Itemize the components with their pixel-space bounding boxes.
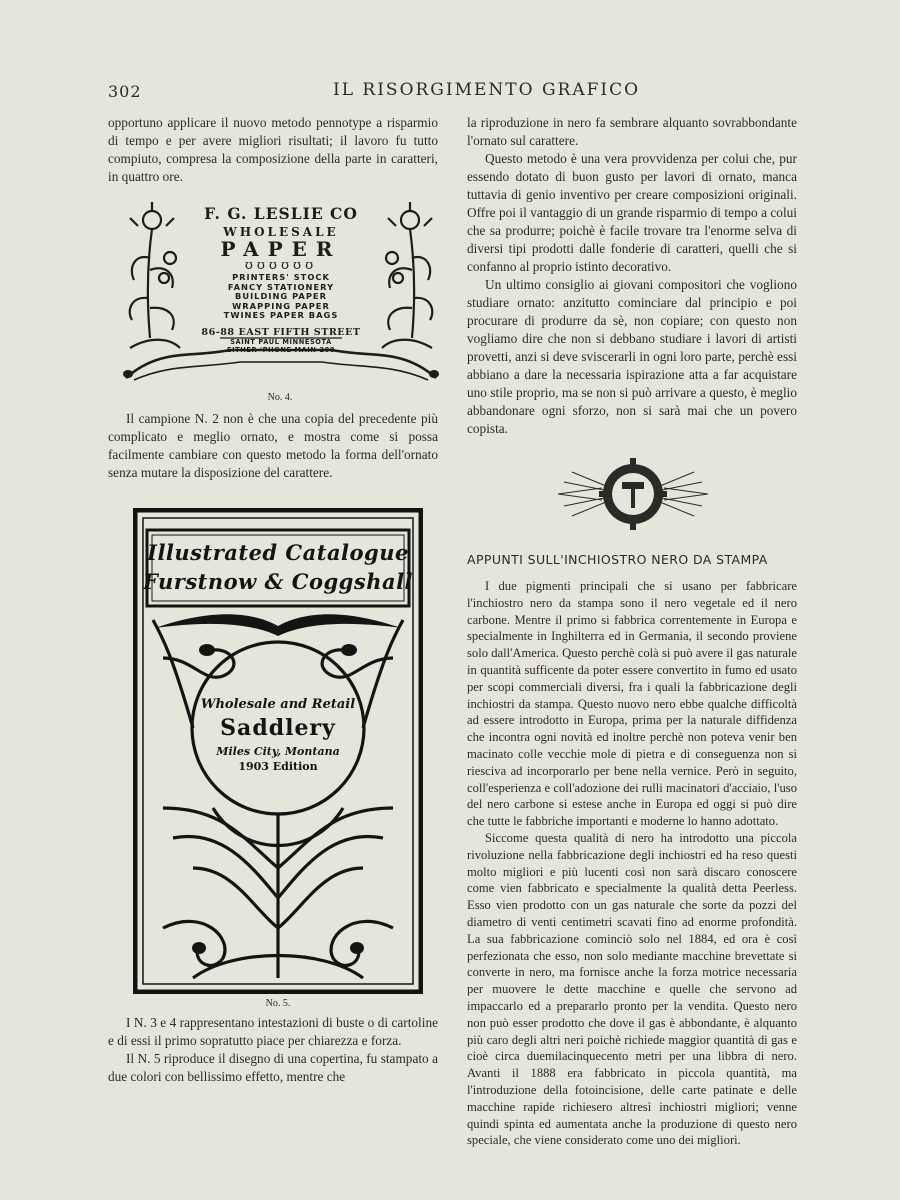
section-paragraph-1: I due pigmenti principali che si usano per fabbricare l'inchiostro nero da stampa sono il nero vegetale ed il nero carbone. Mentre il primo si fabbrica correntemente in Europa e specialmente in Inghilterra ed in Germania, il secondo proviene solo dall'America. Questo perchè colà si può avere il gas naturale in quantità sufficente da poter essere convertito in fumo ed usato per scopi commerciali diversi, fra i quali la fabbricazione degli inchiostri da stampa. Questo nuovo nero ebbe qualche difficoltà ad essere introdotto in Europa, prima per la naturale diffidenza che incontra ogni novità ed inoltre perchè non poteva venir ben macinato colle vecchie mole di pietra e di conseguenza non si riesciva ad incorporarlo per bene nella vernice. Però in seguito, coll'esperienza e coll'adozione dei rulli macinatori d'acciaio, l'uso del nero carbone si estese anche in Europa ed oggi si può dire che tutte le fabbriche importanti e moderne lo hanno adottato.	[467, 579, 797, 829]
letterhead-text	[182, 198, 380, 354]
figure-4-letterhead	[120, 198, 442, 384]
wholesale-label: WHOLESALE	[223, 225, 339, 239]
right-column-top	[467, 114, 797, 438]
product-item: BUILDING PAPER	[235, 291, 327, 301]
running-title: IL RISORGIMENTO GRAFICO	[333, 80, 641, 100]
product-list	[182, 273, 380, 321]
catalogue-title	[133, 538, 423, 596]
right-paragraph-2: Questo metodo è una vera provvidenza per colui che, pur essendo dotato di buon gusto per lavori di ornato, manca tuttavia di genio inventivo per creare composizioni originali. Offre poi il vantaggio di un grande risparmio di tempo a colui che sa produrre; poichè è facile trovare tra l'enorme selva di diversi tipi prodotti dalle fonderie di caratteri, quelli che si confanno al proprio istinto decorativo.	[467, 151, 797, 274]
catalogue-city: Miles City, Montana	[216, 745, 340, 758]
left-column-bottom	[108, 1014, 438, 1086]
right-column-bottom	[467, 578, 797, 1149]
right-paragraph-3: Un ultimo consiglio ai giovani compositori che vogliono studiare ornato: anzitutto cominciare dal principio e poi procurare di produrre da sè, non copiare; con questo non vogliamo dire che non si debbano studiare i lavori di artisti provetti, anzi si deve sviscerarli in ogni loro parte, perchè essi abbiano a dare la necessaria ispirazione atta a far acquistare uno stile proprio, ma se non si può arrivare a questo, è meglio abbandonare ogni sforzo, non si sarà mai che un povero copista.	[467, 277, 797, 436]
paper-label: PAPER	[220, 237, 342, 261]
company-name: F. G. LESLIE CO	[204, 204, 358, 223]
left-paragraph-4: Il N. 5 riproduce il disegno di una copertina, fu stampato a due colori con bellissimo effetto, mentre che	[108, 1051, 438, 1084]
left-paragraph-1: opportuno applicare il nuovo metodo pennotype a risparmio di tempo e per avere migliori risultati; il lavoro fu tutto compiuto, compresa la composizione della parte in caratteri, in quattro ore.	[108, 115, 438, 184]
product-item: FANCY STATIONERY	[227, 281, 335, 292]
section-heading: APPUNTI SULL'INCHIOSTRO NERO DA STAMPA	[467, 552, 768, 567]
left-paragraph-3: I N. 3 e 4 rappresentano intestazioni di buste o di cartoline e di essi il primo sopratutto piace per chiarezza e forza.	[108, 1015, 438, 1048]
catalogue-main-word: Saddlery	[220, 715, 336, 741]
phone-line: EITHER 'PHONE MAIN 200	[226, 345, 336, 354]
right-paragraph-1: la riproduzione in nero fa sembrare alquanto sovrabbondante l'ornato sul carattere.	[467, 115, 797, 148]
catalogue-title-line-2: Furstnow & Coggshall	[142, 569, 414, 594]
product-item: WRAPPING PAPER	[232, 300, 330, 311]
figure-4-caption: No. 4.	[267, 392, 293, 403]
left-paragraph-2: Il campione N. 2 non è che una copia del precedente più complicato e meglio ornato, e mostra come si possa facilmente cambiare con questo metodo la forma dell'ornato senza mutare la disposizione del carattere.	[108, 411, 438, 480]
city-line: SAINT PAUL MINNESOTA	[230, 337, 332, 346]
catalogue-subtitle: Wholesale and Retail	[200, 697, 356, 712]
figure-5-caption: No. 5.	[265, 998, 291, 1009]
figure-5-catalogue-cover	[133, 508, 423, 994]
product-item: PRINTERS' STOCK	[232, 272, 330, 282]
street-address: 86-88 EAST FIFTH STREET	[201, 326, 361, 338]
section-paragraph-2: Siccome questa qualità di nero ha introdotto una piccola rivoluzione nella fabbricazione degli inchiostri ed ha reso questi molto migliori e più lucenti così non sarà discaro conoscere come vien fabbricato e specialmente la qualità detta Peerless. Esso vien prodotto con un gas naturale che sorte da pozzi del diametro di venti centimetri scavati fino ad enorme profondità. La sua fabbricazione cominciò solo nel 1884, ed ora è così perfezionata che esso, non solo mediante macchine brevettate si converte in nero, ma fornisce anche la forza motrice necessaria per muovere le dette macchine e quelle che servono ad impaccarlo ed a prepararlo pronto per la vendita. Questo nero non può esser prodotto che dove il gas è abbondante, è alquanto più caro degli altri neri poichè richiede maggior quantità di gas e cioè circa duemilacinquecento metri per una libbra di nero. Avanti il 1888 era fabbricato in piccola quantità, ma l'introduzione della fotoincisione, delle carte patinate e delle macchine rapide richiesero altresì inchiostri migliori; venne quindi spinta ed aumentata anche la produzione di questo nero speciale, che viene considerato come uno dei migliori.	[467, 830, 797, 1148]
gear-hammer-emblem-icon	[558, 458, 708, 530]
catalogue-edition: 1903 Edition	[238, 760, 318, 773]
left-column-middle	[108, 410, 438, 482]
product-item: TWINES PAPER BAGS	[223, 310, 339, 320]
left-column-top	[108, 114, 438, 186]
page-header	[108, 80, 798, 106]
catalogue-title-line-1: Illustrated Catalogue	[147, 540, 409, 565]
page-number: 302	[108, 82, 142, 101]
decorative-glyphs: ʊʊʊʊʊʊ	[244, 258, 318, 273]
